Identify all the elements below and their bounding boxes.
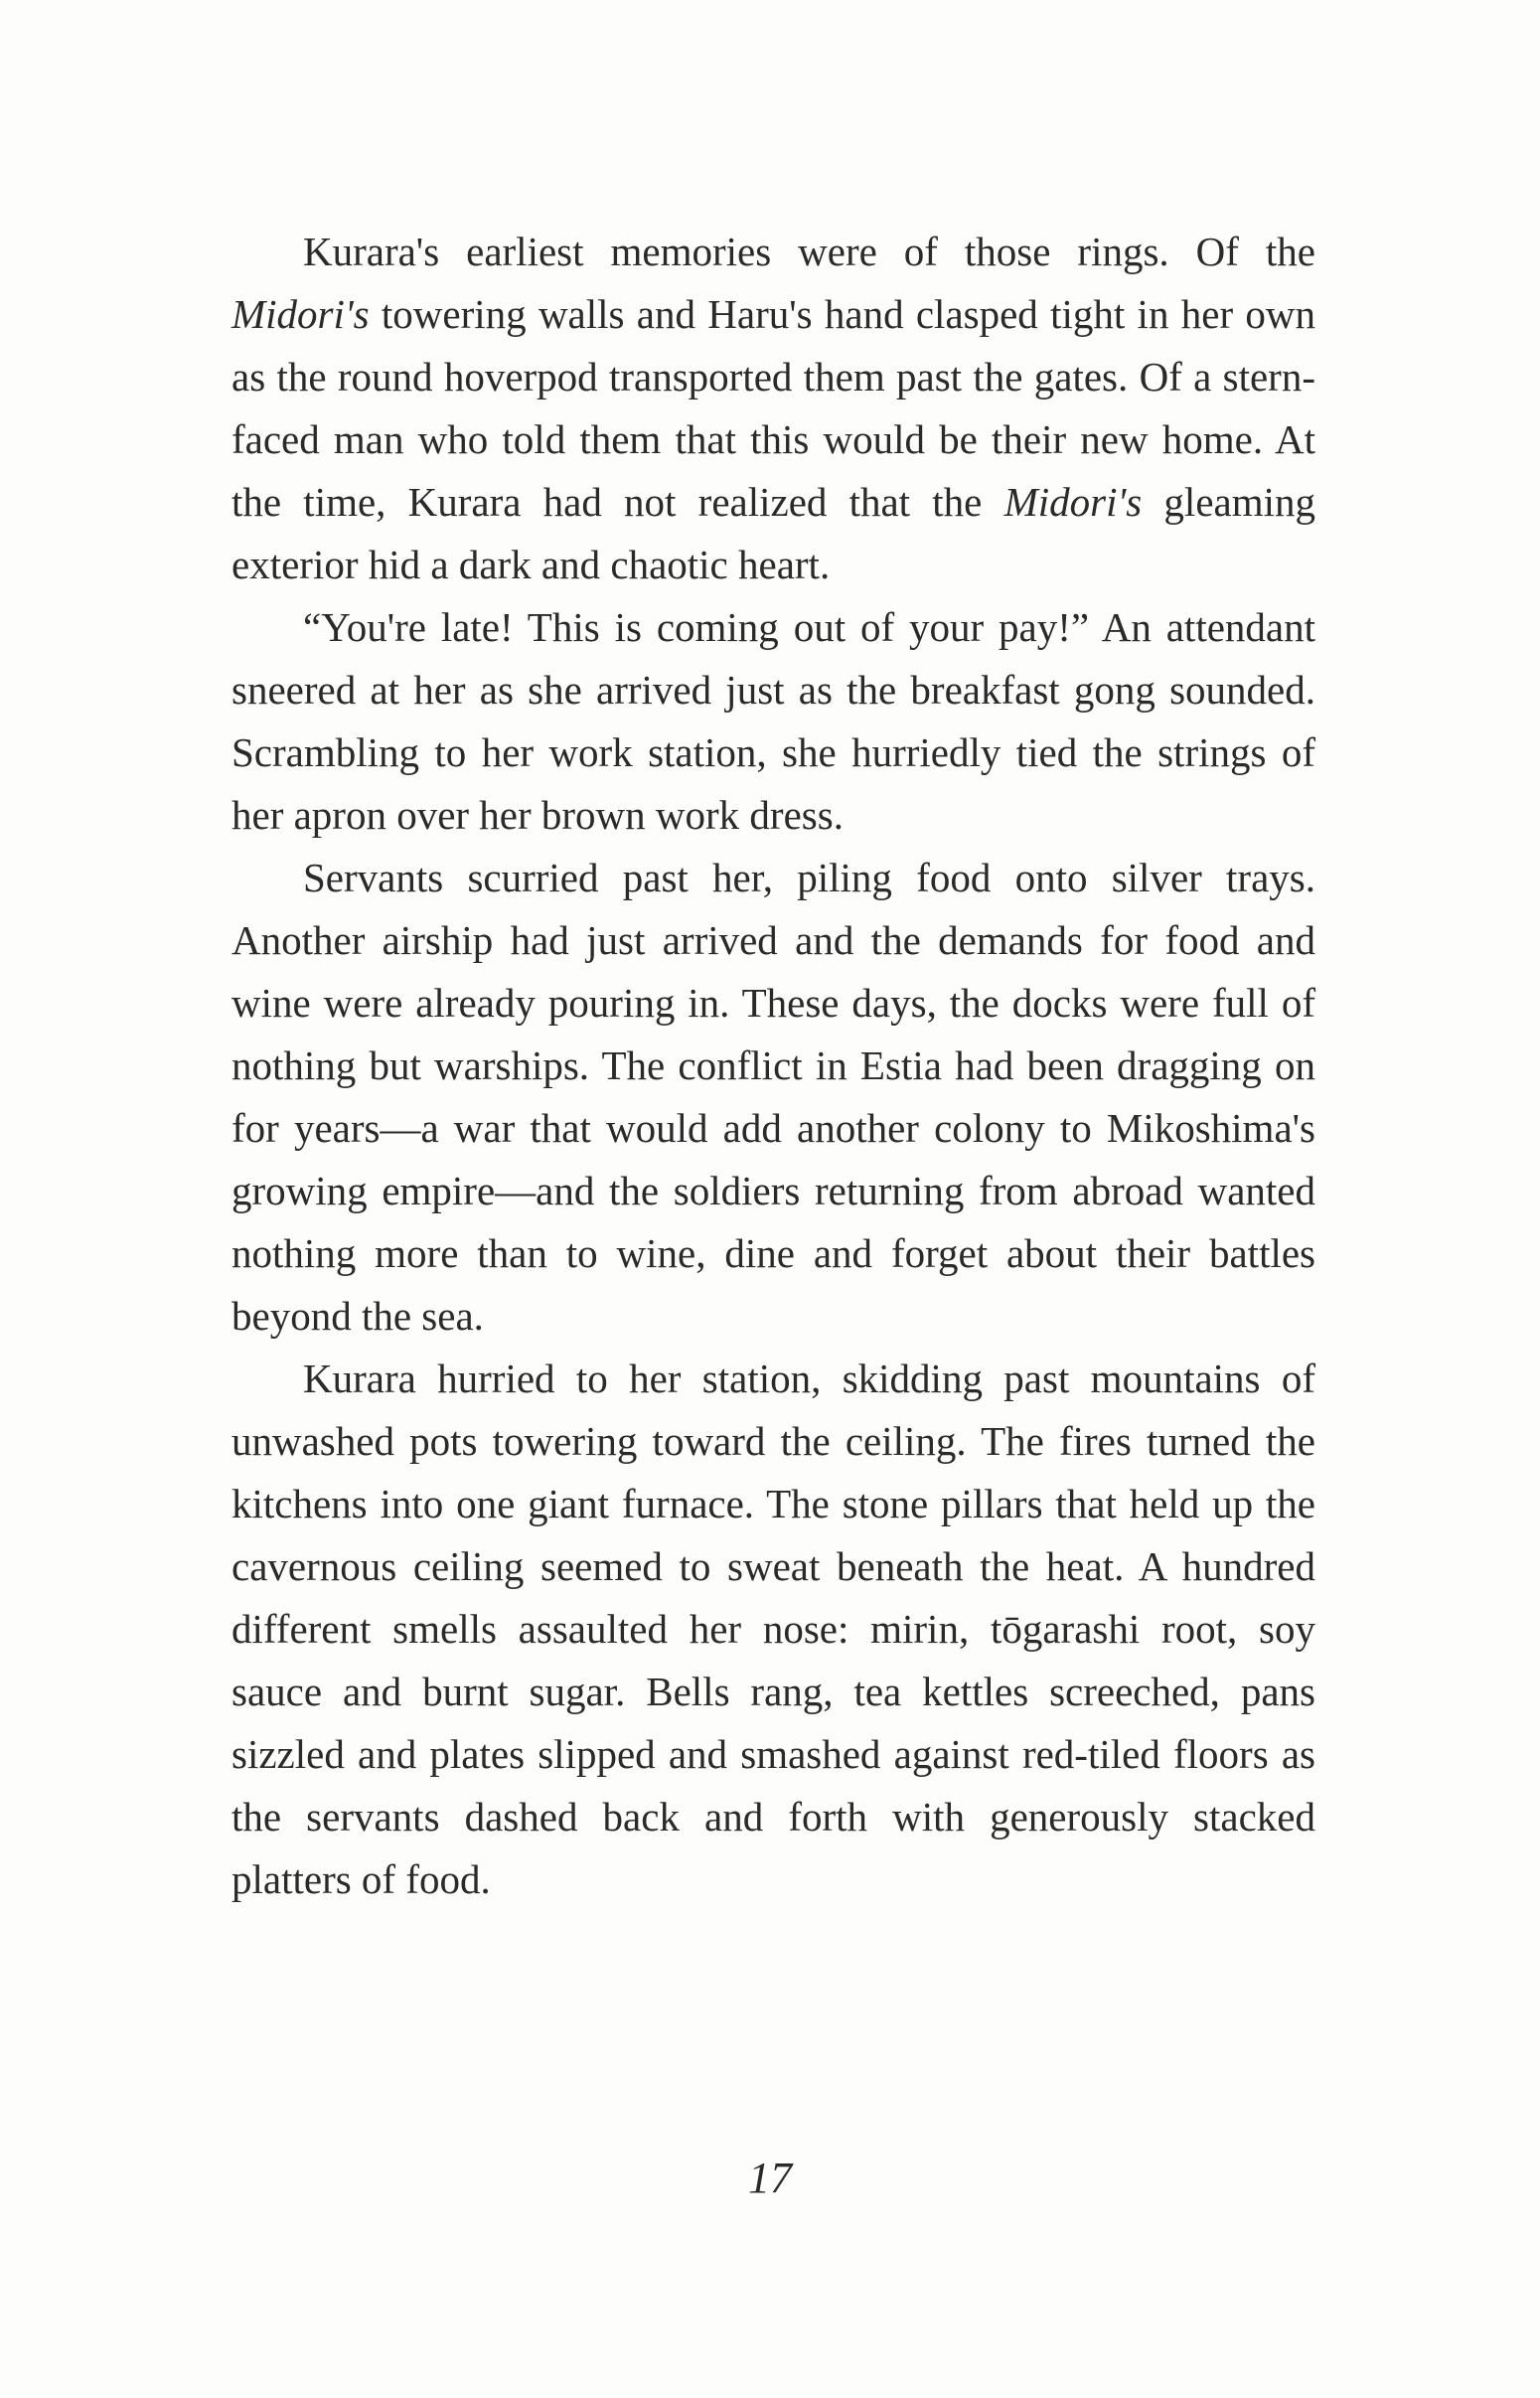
ship-name-italic: Midori's [231, 291, 370, 337]
body-text [231, 221, 1315, 1911]
paragraph-1-part-1: Kurara's earliest memories were of those rings. Of the [303, 229, 1315, 274]
page-number: 17 [748, 2154, 792, 2202]
paragraph-1 [231, 221, 1315, 596]
paragraph-1-part-3: towering walls and Haru's hand clasped tight in her own as the round hoverpod transported them past the gates. Of a stern-faced man who told them that this would be their new home. At the time, Kurara had not realized that the [231, 291, 1315, 525]
paragraph-1-part-5: gleaming exterior hid a dark and chaotic heart. [231, 479, 1315, 587]
paragraph-2: “You're late! This is coming out of your pay!” An attendant sneered at her as she arrived just as the breakfast gong sounded. Scrambling to her work station, she hurriedly tied the strings of her apron over her brown work dress. [231, 604, 1315, 838]
ship-name-italic: Midori's [1003, 479, 1143, 525]
paragraph-3: Servants scurried past her, piling food onto silver trays. Another airship had just arrived and the demands for food and wine were already pouring in. These days, the docks were full of nothing but warships. The conflict in Estia had been dragging on for years—a war that would add another colony to Mikoshima's growing empire—and the soldiers returning from abroad wanted nothing more than to wine, dine and forget about their battles beyond the sea. [231, 855, 1315, 1339]
paragraph-4: Kurara hurried to her station, skidding past mountains of unwashed pots towering toward the ceiling. The fires turned the kitchens into one giant furnace. The stone pillars that held up the cavernous ceiling seemed to sweat beneath the heat. A hundred different smells assaulted her nose: mirin, tōgarashi root, soy sauce and burnt sugar. Bells rang, tea kettles screeched, pans sizzled and plates slipped and smashed against red-tiled floors as the servants dashed back and forth with generously stacked platters of food. [231, 1356, 1315, 1902]
